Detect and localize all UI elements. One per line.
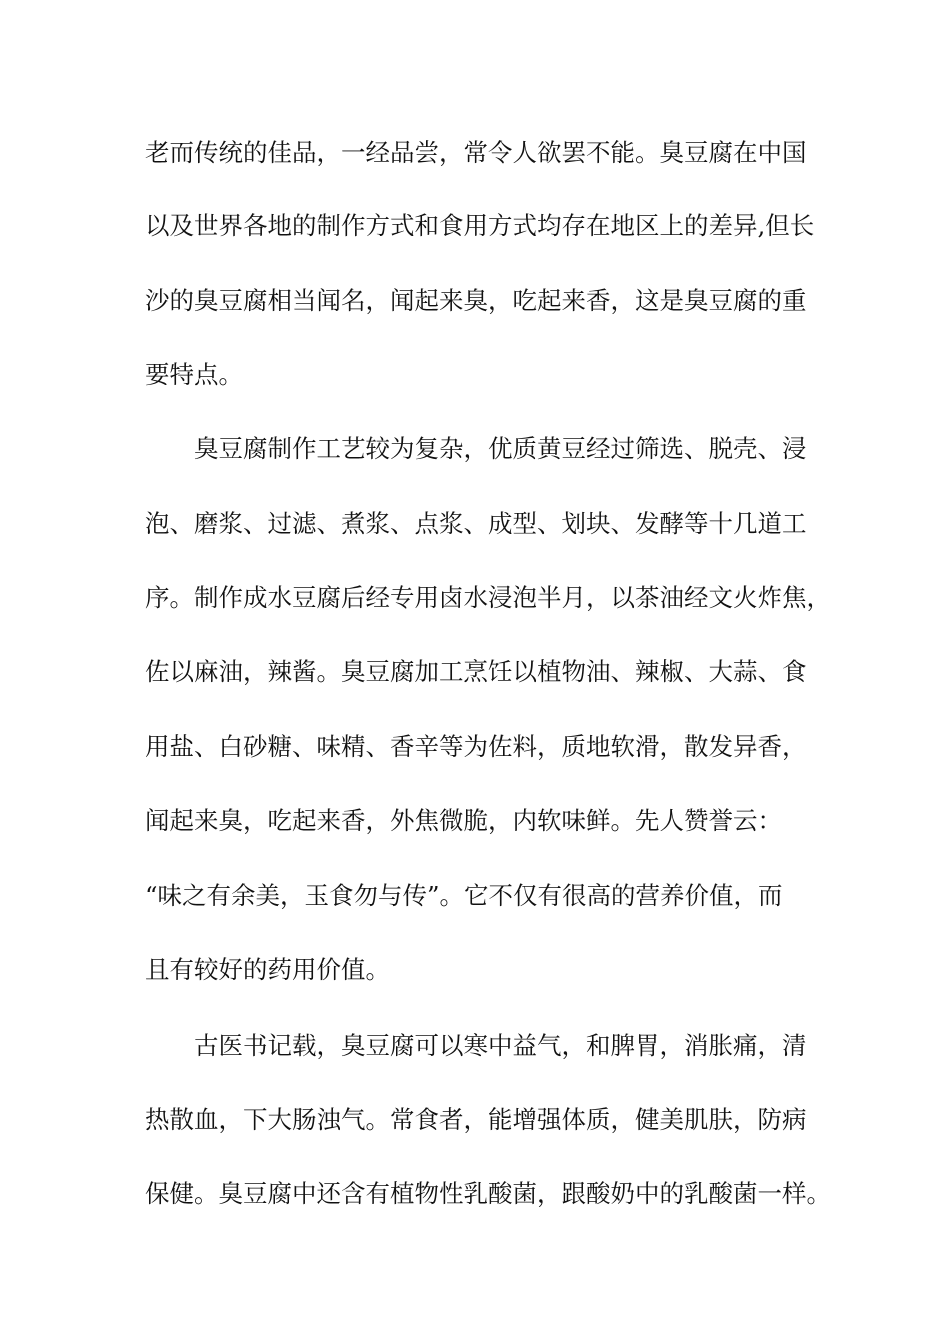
- text-line: “味之有余美，玉食勿与传”。它不仅有很高的营养价值，而: [145, 881, 783, 910]
- text-line: 热散血，下大肠浊气。常食者，能增强体质，健美肌肤，防病: [145, 1105, 807, 1134]
- text-line: 以及世界各地的制作方式和食用方式均存在地区上的差异,但长: [145, 211, 815, 240]
- text-line: 用盐、白砂糖、味精、香辛等为佐料，质地软滑，散发异香，: [145, 732, 807, 761]
- paragraph-first-line: 古医书记载，臭豆腐可以寒中益气，和脾胃，消胀痛，清: [194, 1031, 807, 1060]
- text-line: 佐以麻油，辣酱。臭豆腐加工烹饪以植物油、辣椒、大蒜、食: [145, 657, 807, 686]
- paragraph-first-line: 臭豆腐制作工艺较为复杂，优质黄豆经过筛选、脱壳、浸: [194, 434, 807, 463]
- text-line: 序。制作成水豆腐后经专用卤水浸泡半月，以茶油经文火炸焦，: [145, 583, 831, 612]
- text-line: 泡、磨浆、过滤、煮浆、点浆、成型、划块、发酵等十几道工: [145, 509, 807, 538]
- text-line: 要特点。: [145, 360, 243, 389]
- text-line: 闻起来臭，吃起来香，外焦微脆，内软味鲜。先人赞誉云：: [145, 806, 782, 835]
- text-line: 老而传统的佳品，一经品尝，常令人欲罢不能。臭豆腐在中国: [145, 138, 807, 167]
- text-line: 且有较好的药用价值。: [145, 955, 390, 984]
- text-line: 沙的臭豆腐相当闻名，闻起来臭，吃起来香，这是臭豆腐的重: [145, 286, 807, 315]
- text-line: 保健。臭豆腐中还含有植物性乳酸菌，跟酸奶中的乳酸菌一样。: [145, 1179, 831, 1208]
